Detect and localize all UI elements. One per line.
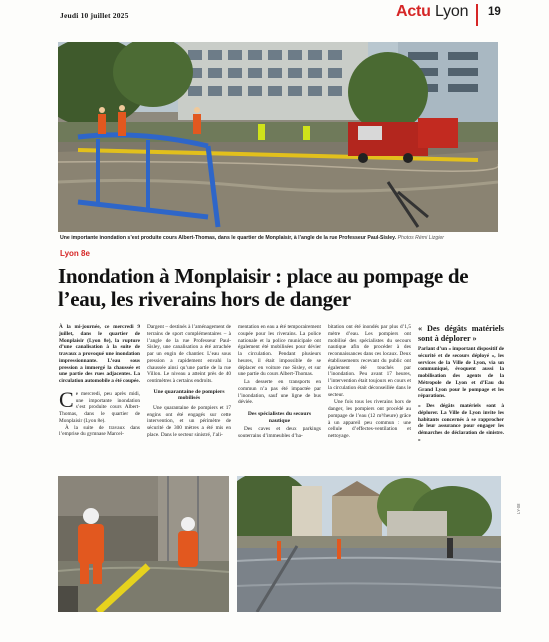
firefighters-basement-photo [58,476,229,612]
basement-illustration [58,476,229,612]
flooded-road-photo [237,476,501,612]
paragraph-text: e mercredi, peu après midi, une importante inondation s’est produite cours Albert-Thomas, dans le quartier de Monplaisir (Lyon 8e). [59,390,140,424]
section-city: Lyon [435,3,469,20]
sidebar-title: « Des dégâts matériels sont à déplorer » [418,324,504,343]
flood-street-photo [58,42,498,232]
section-label: Actu [396,3,431,20]
paragraph-text: mentation en eau a été temporairement coupée pour les riverains. La police nationale et la police municipale ont également été mobilisées pour dévier la circulation. Pendant plusieurs heures, il était impossible de se déplacer en voiture rue Sisley, et sur une partie du cours Albert-Thomas. [238,324,321,378]
article-column-2 [147,324,231,440]
article-column-3 [238,324,321,441]
paragraph-text: La desserte en transports en commun n’a pas été impactée par l’inondation, sauf une ligne de bus déviée. [238,379,321,406]
article-lead: À la mi-journée, ce mercredi 9 juillet, dans le quartier de Monplaisir (Lyon 8e), la rupture d’une canalisation à la suite de travaux a provoqué une inondation impressionnante. L’eau sous pression a immergé la chaussée et une partie des rues adjacentes. La circulation automobile a été coupée. [59,324,140,384]
sidebar-box [418,324,504,447]
issue-date: Jeudi 10 juillet 2025 [60,11,129,20]
subheading: Des spécialistes du secours nautique [247,411,312,424]
sidebar-paragraph: Parlant d’un « important dispositif de sécurité et de secours déployé », les services de la Ville de Lyon, via un communiqué, évoquent aussi la mobilisation des agents de la Métropole de Lyon et d’Eau du Grand Lyon pour le pompage et les réparations. [418,346,504,400]
caption-text: Une importante inondation s’est produite cours Albert-Thomas, dans le quartier de Monplaisir, à l’angle de la rue Professeur Paul-Sisley. [60,235,397,241]
header-divider [476,4,478,26]
photo-caption [60,235,500,241]
paragraph-text: Des caves et deux parkings souterrains d’immeubles d’ha- [238,426,321,439]
paragraph-text: Une fois tous les riverains hors de danger, les pompiers ont procédé au pompage de l’eau (12 m³/heure) grâce à un appareil peu commun : une cellule d’effectes-ventilation et nettoyage. [328,399,411,439]
drop-cap: C [59,386,74,412]
sidebar-paragraph: « Des dégâts matériels sont à déplorer. La Ville de Lyon invite les habitants concernés à se rapprocher de leur assurance pour engager les démarches de déclaration de sinistre. » [418,403,504,443]
page-number: 19 [488,6,501,18]
road-illustration [237,476,501,612]
article-headline: Inondation à Monplaisir : place au pompage de l’eau, les riverains hors de danger [58,264,469,311]
paragraph-text: bitation ont été inondés par plus d’1,5 mètre d’eau. Les pompiers ont mobilisé des spécialistes du secours nautique afin de procéder à des reconnaissances dans ces locaux. Deux établissements recevant du public ont également été touchés par l’inondation. Peu avant 17 heures, l’intervention était toujours en cours et la circulation était déconseillée dans le secteur. [328,324,411,398]
section-name [396,3,468,21]
dropcap-paragraph [59,386,140,425]
flood-street-illustration [58,42,498,232]
paragraph-text: À la suite de travaux dans l’emprise du gymnase Marcel- [59,424,140,438]
article-column-1 [59,324,140,439]
page-reference-code: LY-08 [516,503,521,514]
article-column-4 [328,324,411,441]
paragraph-text: Dargent – destinés à l’aménagement de terrains de sport complémentaires – à l’angle de la rue Professeur Paul-Sisley, une canalisation a été arrachée par un engin de chantier. L’eau sous pression a rapidement envahi la chaussée ainsi qu’une partie de la rue Villon. Le niveau a atteint près de 40 centimètres à certains endroits. [147,324,231,384]
paragraph-text: Une quarantaine de pompiers et 17 engins ont été engagés sur cette intervention, et un périmètre de sécurité de 300 mètres a été mis en place. Dans le secteur sinistré, l’ali- [147,404,231,438]
photo-credit: Photos Rémi Lizgier [397,235,444,241]
article-rubric: Lyon 8e [60,249,90,258]
subheading: Une quarantaine de pompiers mobilisés [153,388,225,402]
